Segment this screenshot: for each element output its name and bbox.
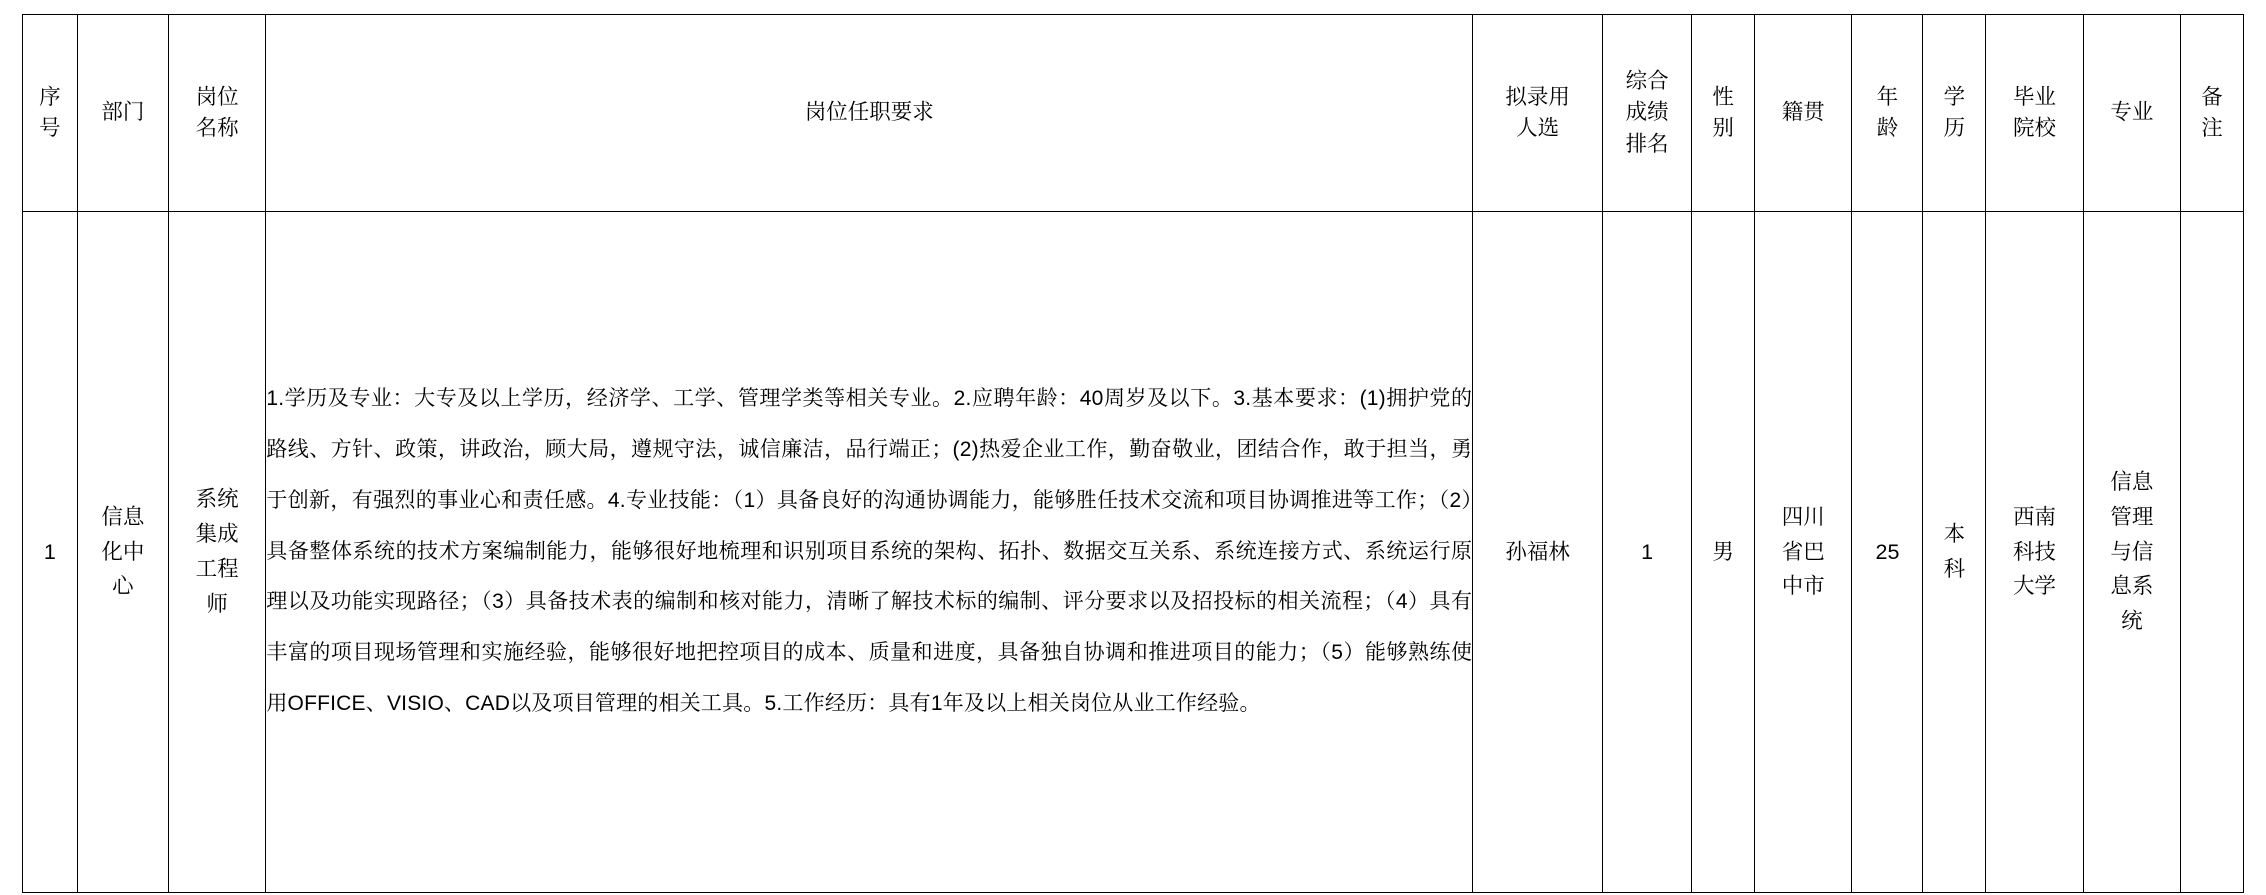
cell-value-rank: 1 xyxy=(1641,539,1654,564)
header-label-dept: 部门 xyxy=(101,100,145,125)
header-label-requirement: 岗位任职要求 xyxy=(804,100,934,125)
header-label-note: 备 注 xyxy=(2201,84,2223,140)
header-label-school: 毕业 院校 xyxy=(2012,84,2056,140)
header-label-sex: 性 别 xyxy=(1712,84,1734,140)
cell-note xyxy=(2181,212,2244,893)
header-label-age: 年 龄 xyxy=(1876,84,1899,140)
cell-seq xyxy=(23,212,78,893)
header-label-candidate: 拟录用 人选 xyxy=(1505,84,1570,140)
cell-candidate xyxy=(1473,212,1603,893)
header-label-seq: 序 号 xyxy=(39,84,61,140)
header-cell-sex xyxy=(1692,15,1755,212)
cell-value-age: 25 xyxy=(1875,539,1900,564)
header-cell-candidate xyxy=(1473,15,1603,212)
header-label-post: 岗位 名称 xyxy=(195,84,239,140)
header-label-education: 学 历 xyxy=(1943,84,1966,140)
header-cell-requirement xyxy=(266,15,1473,212)
header-cell-age xyxy=(1852,15,1923,212)
cell-major xyxy=(2083,212,2180,893)
cell-rank xyxy=(1603,212,1692,893)
cell-value-school: 西南 科技 大学 xyxy=(2012,504,2056,599)
cell-value-hometown: 四川 省巴 中市 xyxy=(1781,504,1825,599)
table-header-row xyxy=(23,15,2244,212)
header-cell-seq xyxy=(23,15,78,212)
cell-value-major: 信息 管理 与信 息系 统 xyxy=(2110,469,2154,634)
header-cell-note xyxy=(2181,15,2244,212)
table-row xyxy=(23,212,2244,893)
header-cell-education xyxy=(1923,15,1986,212)
header-cell-rank xyxy=(1603,15,1692,212)
cell-value-education: 本 科 xyxy=(1943,522,1966,581)
header-label-major: 专业 xyxy=(2110,100,2154,125)
header-cell-major xyxy=(2083,15,2180,212)
header-cell-school xyxy=(1986,15,2083,212)
cell-value-candidate: 孙福林 xyxy=(1505,539,1570,564)
cell-age xyxy=(1852,212,1923,893)
header-cell-dept xyxy=(77,15,168,212)
cell-sex xyxy=(1692,212,1755,893)
cell-education xyxy=(1923,212,1986,893)
header-cell-post xyxy=(169,15,266,212)
cell-value-requirement: 1.学历及专业：大专及以上学历，经济学、工学、管理学类等相关专业。2.应聘年龄：40周岁及以下。3.基本要求：(1)拥护党的路线、方针、政策，讲政治，顾大局，遵规守法，诚信廉洁，品行端正；(2)热爱企业工作，勤奋敬业，团结合作，敢于担当，勇于创新，有强烈的事业心和责任感。4.专业技能：（1）具备良好的沟通协调能力，能够胜任技术交流和项目协调推进等工作；（2）具备整体系统的技术方案编制能力，能够很好地梳理和识别项目系统的架构、拓扑、数据交互关系、系统连接方式、系统运行原理以及功能实现路径；（3）具备技术表的编制和核对能力，清晰了解技术标的编制、评分要求以及招投标的相关流程；（4）具有丰富的项目现场管理和实施经验，能够很好地把控项目的成本、质量和进度，具备独自协调和推进项目的能力；（5）能够熟练使用OFFICE、VISIO、CAD以及项目管理的相关工具。5.工作经历：具有1年及以上相关岗位从业工作经验。 xyxy=(266,387,1473,716)
cell-post xyxy=(169,212,266,893)
cell-value-post: 系统 集成 工程 师 xyxy=(195,487,239,616)
header-cell-hometown xyxy=(1755,15,1852,212)
cell-dept xyxy=(77,212,168,893)
cell-hometown xyxy=(1755,212,1852,893)
cell-value-seq: 1 xyxy=(43,539,56,564)
cell-school xyxy=(1986,212,2083,893)
cell-value-dept: 信息 化中 心 xyxy=(101,504,145,599)
header-label-hometown: 籍贯 xyxy=(1781,100,1825,125)
cell-value-sex: 男 xyxy=(1712,539,1734,564)
header-label-rank: 综合 成绩 排名 xyxy=(1625,69,1669,156)
cell-requirement xyxy=(266,212,1473,893)
recruitment-table xyxy=(22,14,2244,893)
